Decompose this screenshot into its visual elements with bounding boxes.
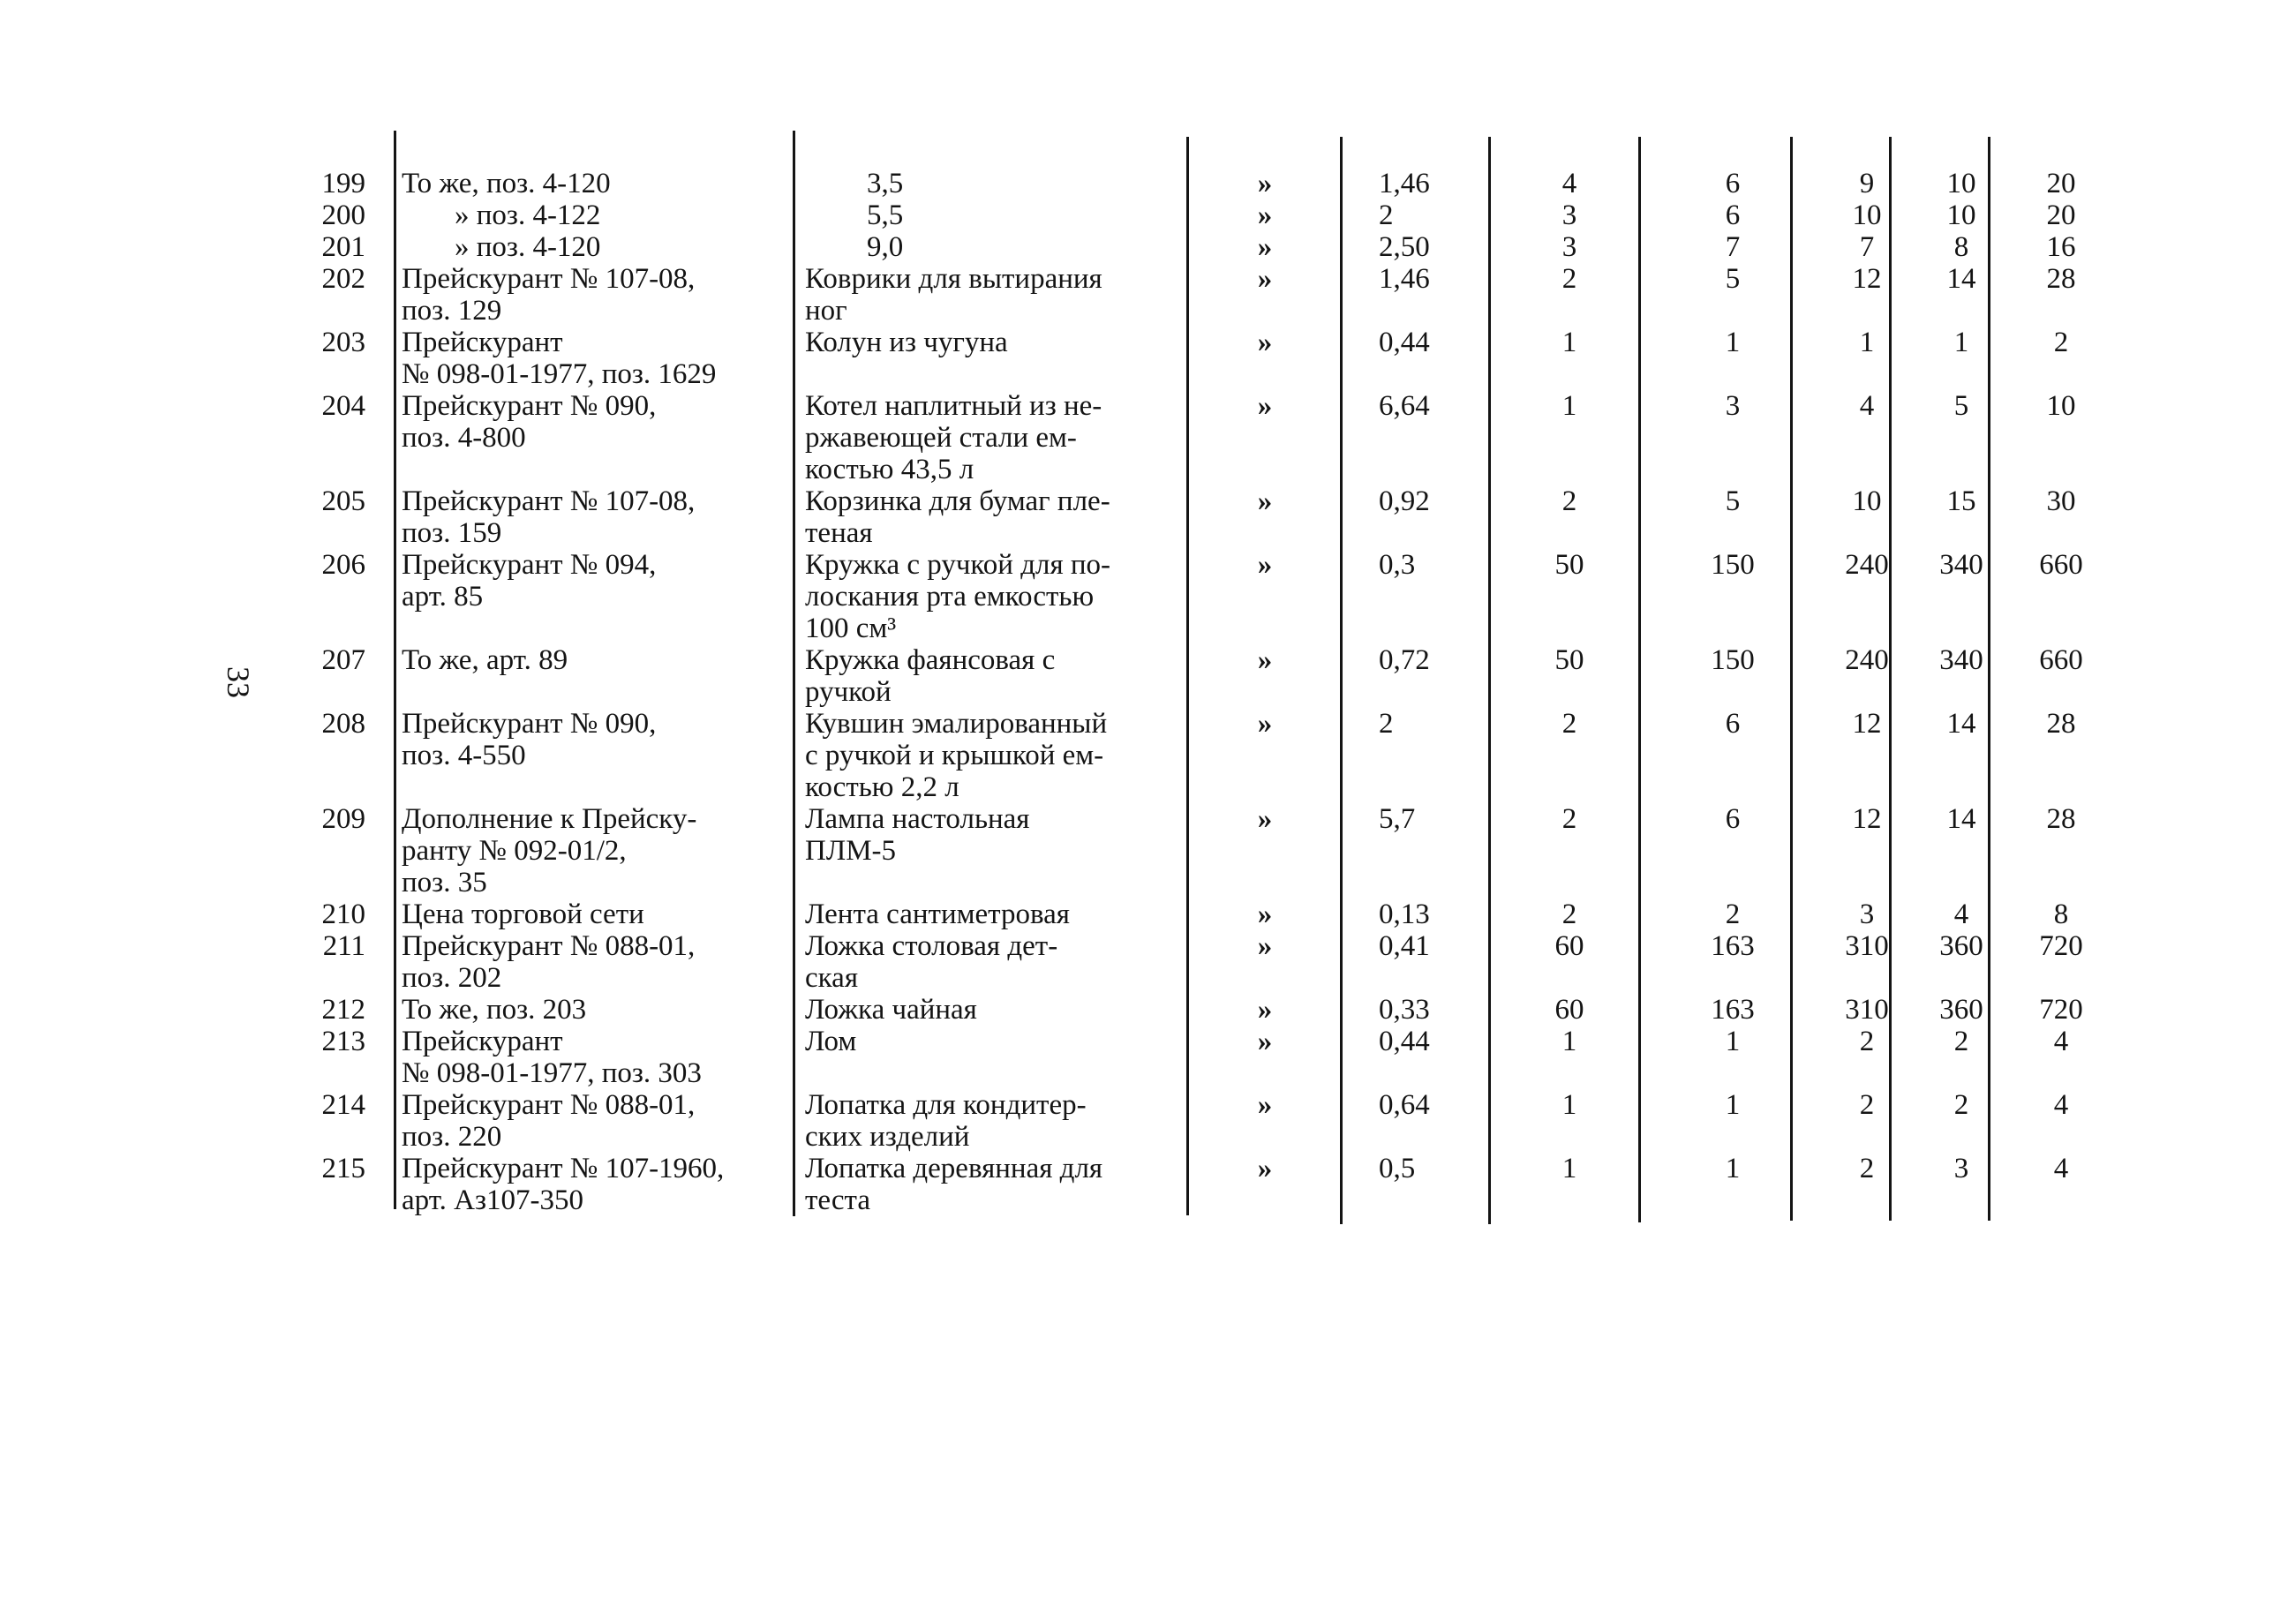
qty-cell: 8: [1953, 231, 1969, 263]
qty-cell: 12: [1852, 708, 1882, 740]
row-number: 212: [321, 994, 365, 1026]
item-cell: Лампа настольная ПЛМ-5: [805, 803, 1030, 867]
qty-cell: 10: [1852, 199, 1882, 231]
qty-cell: 150: [1711, 549, 1755, 581]
source-cell: Прейскурант № 088-01, поз. 202: [402, 930, 696, 994]
item-cell: Коврики для вытирания ног: [805, 263, 1102, 327]
qty-cell: 15: [1946, 485, 1976, 517]
unit-cell: »: [1257, 708, 1273, 740]
row-number: 203: [321, 327, 365, 358]
source-cell: Дополнение к Прейску- ранту № 092-01/2, поз. 35: [402, 803, 697, 898]
qty-cell: 5: [1953, 390, 1969, 422]
source-cell: Прейскурант № 090, поз. 4-550: [402, 708, 657, 771]
qty-cell: 360: [1939, 930, 1983, 962]
qty-cell: 660: [2039, 644, 2083, 676]
qty-cell: 50: [1554, 549, 1584, 581]
source-cell: Прейскурант № 090, поз. 4-800: [402, 390, 657, 454]
qty-cell: 6: [1725, 168, 1741, 199]
qty-cell: 4: [2053, 1089, 2069, 1121]
source-cell: Прейскурант № 107-08, поз. 159: [402, 485, 696, 549]
unit-cell: »: [1257, 549, 1273, 581]
qty-cell: 4: [2053, 1026, 2069, 1057]
price-cell: 6,64: [1379, 390, 1430, 422]
source-cell: Прейскурант № 088-01, поз. 220: [402, 1089, 696, 1153]
column-rule: [1790, 137, 1793, 1221]
qty-cell: 60: [1554, 994, 1584, 1026]
qty-cell: 3: [1561, 231, 1577, 263]
price-cell: 0,92: [1379, 485, 1430, 517]
qty-cell: 1: [1561, 1026, 1577, 1057]
row-number: 207: [321, 644, 365, 676]
row-number: 208: [321, 708, 365, 740]
item-cell: Кувшин эмалированный с ручкой и крышкой ем- костью 2,2 л: [805, 708, 1108, 803]
source-cell: Цена торговой сети: [402, 898, 644, 930]
qty-cell: 10: [1852, 485, 1882, 517]
qty-cell: 5: [1725, 263, 1741, 295]
qty-cell: 4: [1859, 390, 1875, 422]
item-cell: Лопатка деревянная для теста: [805, 1153, 1103, 1216]
row-number: 199: [321, 168, 365, 199]
qty-cell: 20: [2046, 168, 2076, 199]
unit-cell: »: [1257, 390, 1273, 422]
qty-cell: 240: [1845, 644, 1889, 676]
qty-cell: 2: [2053, 327, 2069, 358]
unit-cell: »: [1257, 898, 1273, 930]
qty-cell: 2: [1953, 1089, 1969, 1121]
qty-cell: 1: [1725, 1026, 1741, 1057]
column-rule: [394, 131, 396, 1209]
price-cell: 0,72: [1379, 644, 1430, 676]
price-cell: 0,3: [1379, 549, 1416, 581]
qty-cell: 1: [1859, 327, 1875, 358]
column-rule: [793, 131, 795, 1216]
qty-cell: 720: [2039, 930, 2083, 962]
qty-cell: 2: [1859, 1026, 1875, 1057]
column-rule: [1889, 137, 1892, 1221]
row-number: 211: [322, 930, 365, 962]
qty-cell: 340: [1939, 644, 1983, 676]
column-rule: [1488, 137, 1491, 1224]
qty-cell: 50: [1554, 644, 1584, 676]
qty-cell: 2: [1953, 1026, 1969, 1057]
column-rule: [1638, 137, 1641, 1222]
unit-cell: »: [1257, 994, 1273, 1026]
price-cell: 2,50: [1379, 231, 1430, 263]
row-number: 201: [321, 231, 365, 263]
unit-cell: »: [1257, 1089, 1273, 1121]
qty-cell: 3: [1859, 898, 1875, 930]
qty-cell: 2: [1561, 803, 1577, 835]
qty-cell: 8: [2053, 898, 2069, 930]
qty-cell: 2: [1561, 708, 1577, 740]
qty-cell: 10: [1946, 199, 1976, 231]
row-number: 213: [321, 1026, 365, 1057]
unit-cell: »: [1257, 327, 1273, 358]
qty-cell: 1: [1725, 1089, 1741, 1121]
unit-cell: »: [1257, 231, 1273, 263]
qty-cell: 3: [1725, 390, 1741, 422]
price-cell: 0,5: [1379, 1153, 1416, 1184]
source-cell: Прейскурант № 107-1960, арт. Аз107-350: [402, 1153, 725, 1216]
qty-cell: 14: [1946, 803, 1976, 835]
unit-cell: »: [1257, 263, 1273, 295]
row-number: 202: [321, 263, 365, 295]
item-cell: Ложка чайная: [805, 994, 977, 1026]
qty-cell: 9: [1859, 168, 1875, 199]
qty-cell: 1: [1561, 1089, 1577, 1121]
item-cell: 5,5: [867, 199, 904, 231]
qty-cell: 2: [1725, 898, 1741, 930]
price-cell: 0,33: [1379, 994, 1430, 1026]
item-cell: Лопатка для кондитер- ских изделий: [805, 1089, 1087, 1153]
qty-cell: 30: [2046, 485, 2076, 517]
qty-cell: 150: [1711, 644, 1755, 676]
qty-cell: 3: [1953, 1153, 1969, 1184]
source-cell: То же, поз. 4-120: [402, 168, 611, 199]
price-cell: 0,44: [1379, 1026, 1430, 1057]
qty-cell: 2: [1561, 485, 1577, 517]
qty-cell: 4: [1561, 168, 1577, 199]
qty-cell: 1: [1725, 327, 1741, 358]
qty-cell: 240: [1845, 549, 1889, 581]
qty-cell: 163: [1711, 930, 1755, 962]
unit-cell: »: [1257, 644, 1273, 676]
qty-cell: 7: [1859, 231, 1875, 263]
source-cell: » поз. 4-120: [455, 231, 601, 263]
source-cell: То же, поз. 203: [402, 994, 587, 1026]
qty-cell: 2: [1561, 263, 1577, 295]
qty-cell: 2: [1859, 1153, 1875, 1184]
price-cell: 1,46: [1379, 263, 1430, 295]
column-rule: [1988, 137, 1990, 1221]
unit-cell: »: [1257, 1153, 1273, 1184]
qty-cell: 16: [2046, 231, 2076, 263]
qty-cell: 10: [2046, 390, 2076, 422]
item-cell: Колун из чугуна: [805, 327, 1008, 358]
qty-cell: 720: [2039, 994, 2083, 1026]
price-cell: 0,13: [1379, 898, 1430, 930]
item-cell: 9,0: [867, 231, 904, 263]
qty-cell: 28: [2046, 708, 2076, 740]
qty-cell: 6: [1725, 708, 1741, 740]
unit-cell: »: [1257, 168, 1273, 199]
qty-cell: 2: [1859, 1089, 1875, 1121]
row-number: 204: [321, 390, 365, 422]
row-number: 214: [321, 1089, 365, 1121]
qty-cell: 28: [2046, 803, 2076, 835]
qty-cell: 12: [1852, 263, 1882, 295]
price-cell: 2: [1379, 199, 1394, 231]
unit-cell: »: [1257, 199, 1273, 231]
column-rule: [1340, 137, 1343, 1224]
qty-cell: 10: [1946, 168, 1976, 199]
column-rule: [1186, 137, 1189, 1215]
unit-cell: »: [1257, 485, 1273, 517]
qty-cell: 20: [2046, 199, 2076, 231]
row-number: 200: [321, 199, 365, 231]
qty-cell: 14: [1946, 263, 1976, 295]
row-number: 215: [321, 1153, 365, 1184]
item-cell: Лента сантиметровая: [805, 898, 1070, 930]
qty-cell: 1: [1561, 390, 1577, 422]
qty-cell: 5: [1725, 485, 1741, 517]
qty-cell: 3: [1561, 199, 1577, 231]
item-cell: Корзинка для бумаг пле- теная: [805, 485, 1110, 549]
qty-cell: 4: [2053, 1153, 2069, 1184]
source-cell: То же, арт. 89: [402, 644, 568, 676]
qty-cell: 28: [2046, 263, 2076, 295]
unit-cell: »: [1257, 1026, 1273, 1057]
qty-cell: 310: [1845, 930, 1889, 962]
source-cell: Прейскурант № 098-01-1977, поз. 303: [402, 1026, 702, 1089]
item-cell: Котел наплитный из не- ржавеющей стали ем- костью 43,5 л: [805, 390, 1102, 485]
price-cell: 0,41: [1379, 930, 1430, 962]
qty-cell: 1: [1953, 327, 1969, 358]
qty-cell: 660: [2039, 549, 2083, 581]
item-cell: Лом: [805, 1026, 857, 1057]
row-number: 209: [321, 803, 365, 835]
item-cell: Ложка столовая дет- ская: [805, 930, 1058, 994]
qty-cell: 7: [1725, 231, 1741, 263]
source-cell: » поз. 4-122: [455, 199, 601, 231]
qty-cell: 6: [1725, 803, 1741, 835]
source-cell: Прейскурант № 094, арт. 85: [402, 549, 657, 613]
qty-cell: 310: [1845, 994, 1889, 1026]
qty-cell: 1: [1561, 327, 1577, 358]
row-number: 205: [321, 485, 365, 517]
qty-cell: 1: [1561, 1153, 1577, 1184]
qty-cell: 360: [1939, 994, 1983, 1026]
price-cell: 5,7: [1379, 803, 1416, 835]
qty-cell: 4: [1953, 898, 1969, 930]
source-cell: Прейскурант № 107-08, поз. 129: [402, 263, 696, 327]
qty-cell: 1: [1725, 1153, 1741, 1184]
qty-cell: 60: [1554, 930, 1584, 962]
qty-cell: 2: [1561, 898, 1577, 930]
qty-cell: 12: [1852, 803, 1882, 835]
qty-cell: 14: [1946, 708, 1976, 740]
row-number: 206: [321, 549, 365, 581]
item-cell: Кружка фаянсовая с ручкой: [805, 644, 1056, 708]
qty-cell: 163: [1711, 994, 1755, 1026]
unit-cell: »: [1257, 930, 1273, 962]
price-cell: 0,64: [1379, 1089, 1430, 1121]
item-cell: 3,5: [867, 168, 904, 199]
qty-cell: 6: [1725, 199, 1741, 231]
page-number: 33: [221, 666, 256, 698]
qty-cell: 340: [1939, 549, 1983, 581]
row-number: 210: [321, 898, 365, 930]
price-cell: 2: [1379, 708, 1394, 740]
item-cell: Кружка с ручкой для по- лоскания рта емкостью 100 см³: [805, 549, 1111, 644]
source-cell: Прейскурант № 098-01-1977, поз. 1629: [402, 327, 717, 390]
price-cell: 1,46: [1379, 168, 1430, 199]
price-cell: 0,44: [1379, 327, 1430, 358]
unit-cell: »: [1257, 803, 1273, 835]
